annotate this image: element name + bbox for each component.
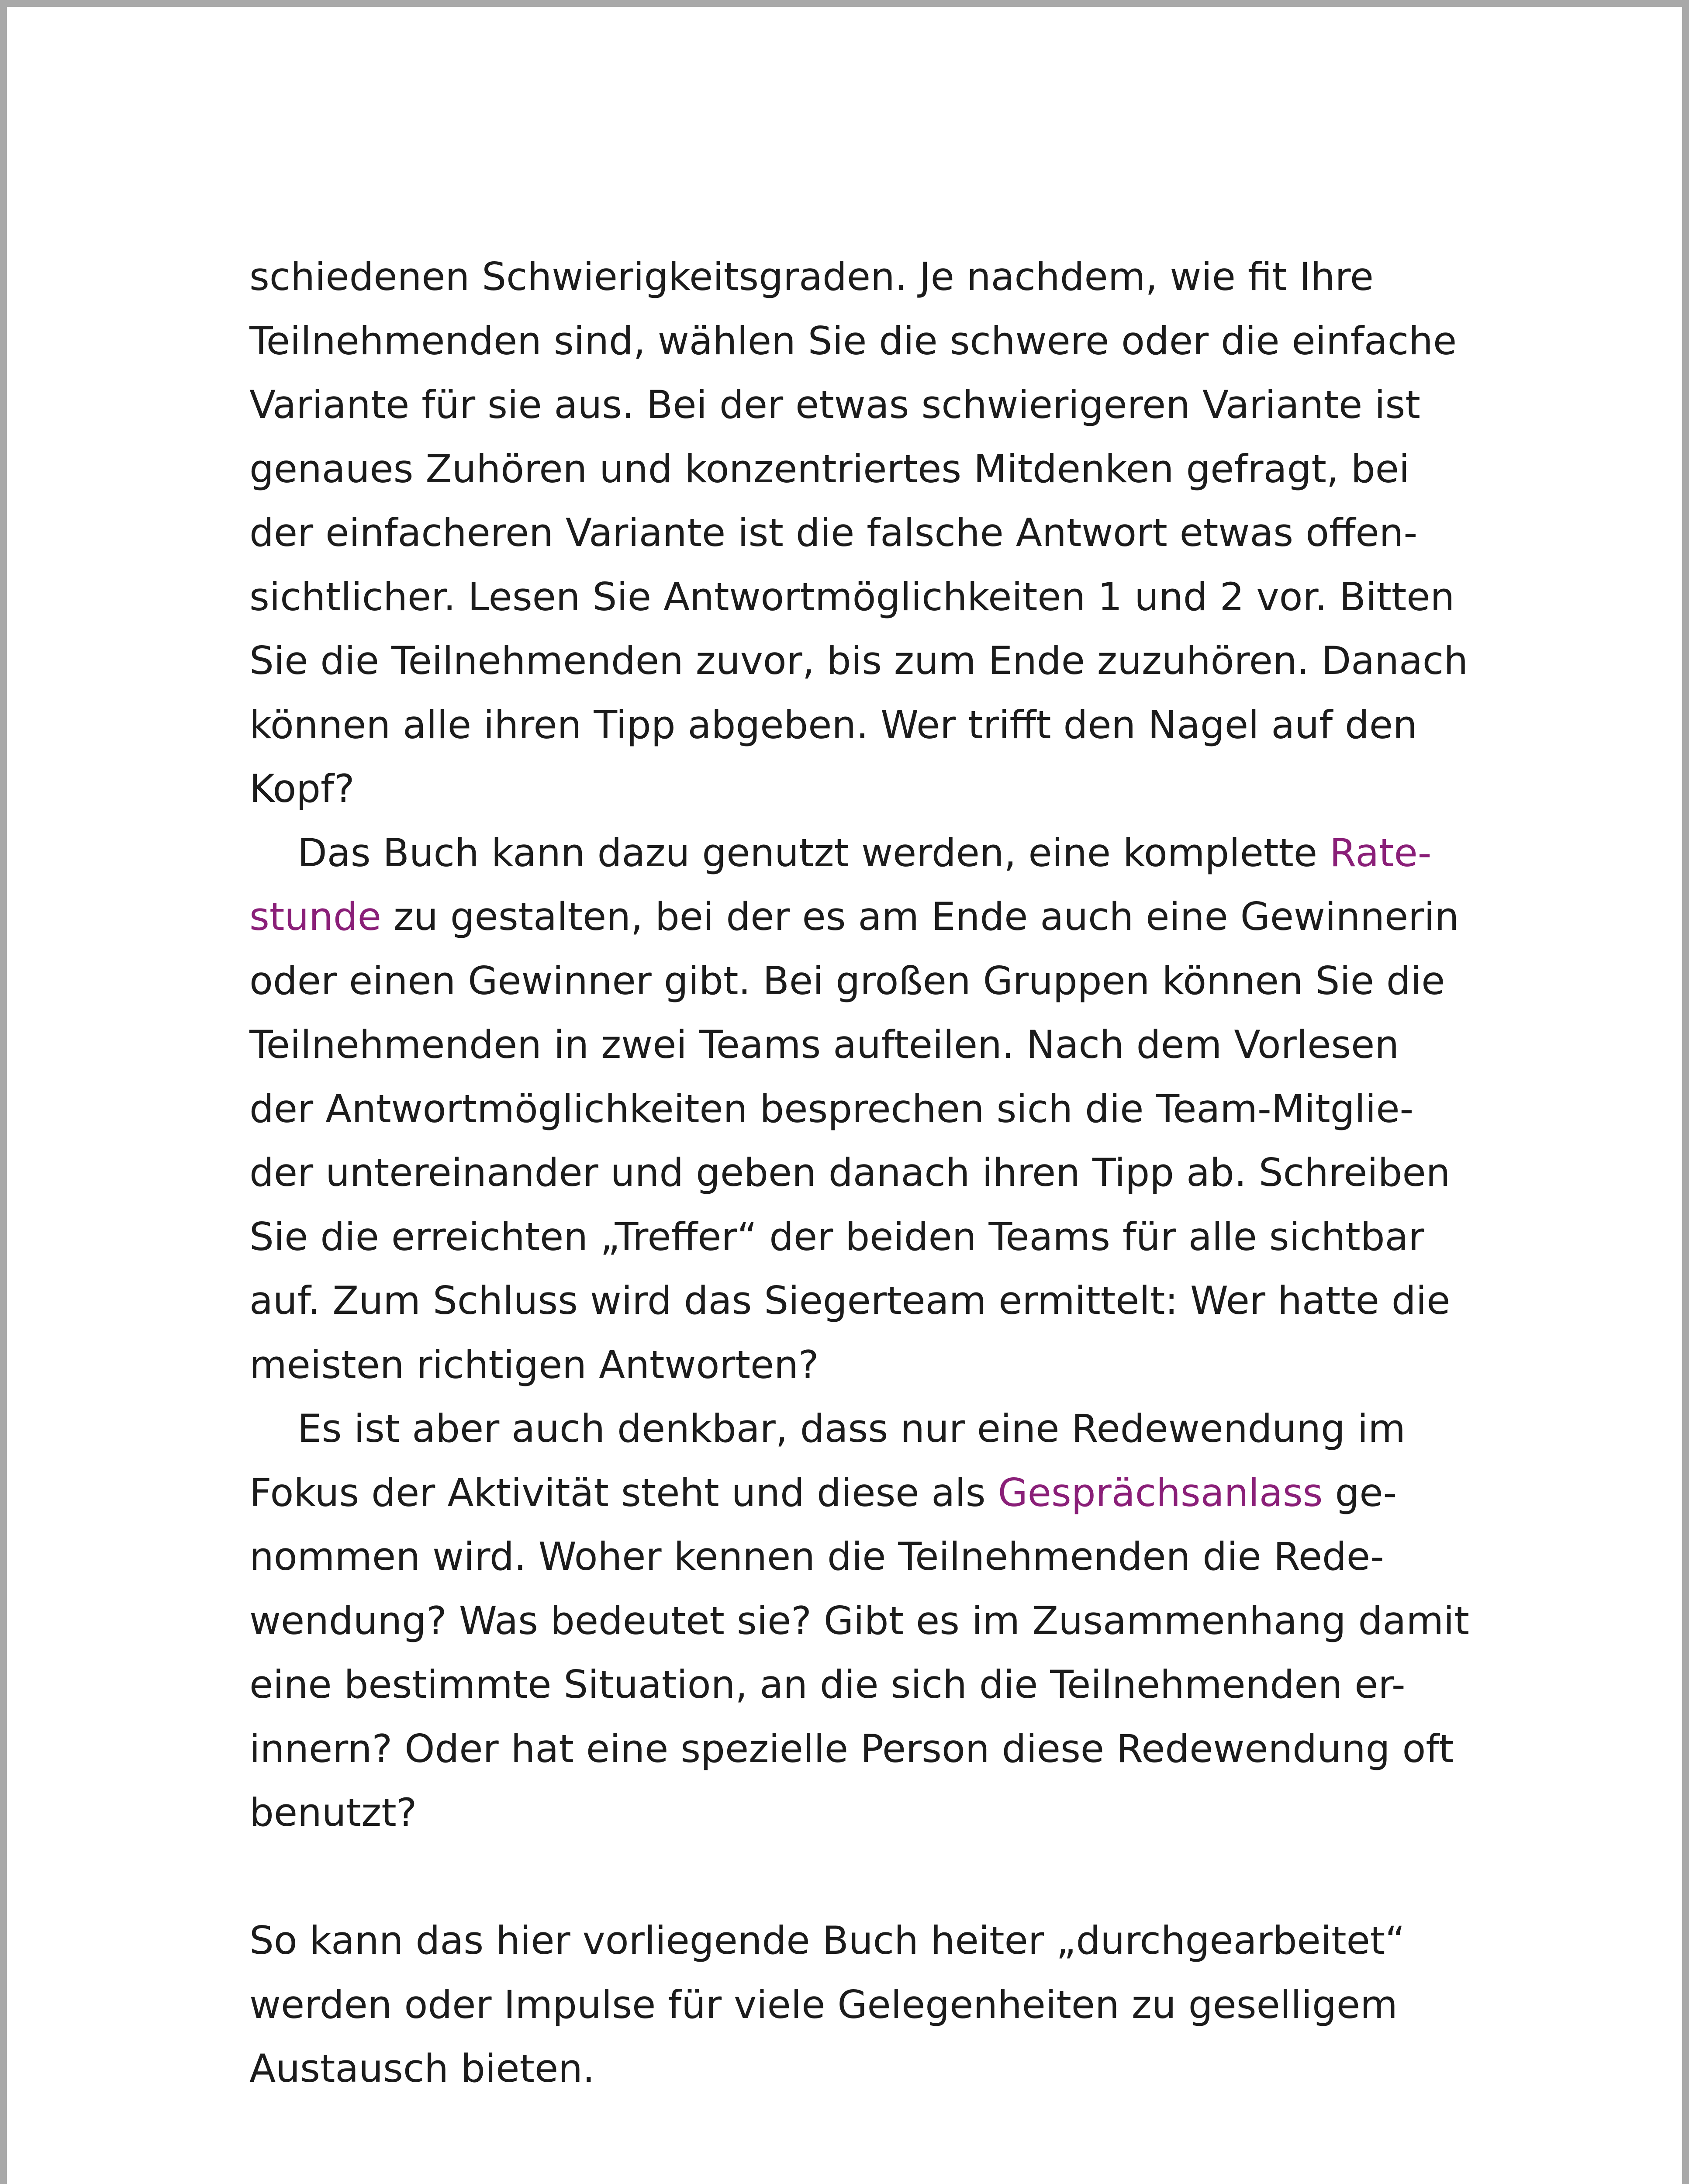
text-run: zu gestalten, bei der es am Ende auch eine Gewinnerin [381,894,1459,939]
text-run: Fokus der Aktivität steht und diese als [249,1470,998,1515]
paragraph-1 [249,245,1472,821]
text-line [249,885,1472,949]
text-line: Sie die Teilnehmenden zuvor, bis zum Ende zuzuhören. Danach [249,638,1468,683]
text-line: können alle ihren Tipp abgeben. Wer trifft den Nagel auf den [249,702,1417,747]
text-line: Es ist aber auch denkbar, dass nur eine Redewendung im [297,1406,1406,1451]
text-line: schiedenen Schwierigkeitsgraden. Je nachdem, wie fit Ihre [249,254,1374,299]
paragraph-3 [249,1397,1472,1845]
ratestunde-link[interactable]: Rate- [1329,830,1432,875]
text-line: eine bestimmte Situation, an die sich die Teilnehmenden er- [249,1662,1406,1707]
text-line: Sie die erreichten „Treffer“ der beiden Teams für alle sichtbar [249,1214,1424,1259]
text-line: So kann das hier vorliegende Buch heiter „durchgearbeitet“ [249,1918,1405,1963]
text-line: Teilnehmenden sind, wählen Sie die schwere oder die einfache [249,318,1457,363]
text-line: Variante für sie aus. Bei der etwas schwierigeren Variante ist [249,382,1420,427]
text-line [249,821,1472,885]
text-line: oder einen Gewinner gibt. Bei großen Gruppen können Sie die [249,958,1445,1003]
paragraph-spacer [249,1845,1472,1909]
text-line: innern? Oder hat eine spezielle Person diese Redewendung oft [249,1726,1454,1771]
text-run: Das Buch kann dazu genutzt werden, eine komplette [297,830,1330,875]
text-run: ge- [1323,1470,1397,1515]
text-line [249,1461,1472,1525]
text-line: Kopf? [249,766,355,811]
text-line: der Antwortmöglichkeiten besprechen sich die Team-Mitglie- [249,1086,1414,1131]
text-line: Teilnehmenden in zwei Teams aufteilen. Nach dem Vorlesen [249,1022,1399,1067]
ratestunde-link[interactable]: stunde [249,894,381,939]
text-line: der untereinander und geben danach ihren Tipp ab. Schreiben [249,1150,1451,1195]
text-line: wendung? Was bedeutet sie? Gibt es im Zusammenhang damit [249,1598,1470,1643]
text-line: genaues Zuhören und konzentriertes Mitdenken gefragt, bei [249,446,1410,491]
paragraph-4 [249,1909,1472,2101]
text-line: sichtlicher. Lesen Sie Antwortmöglichkeiten 1 und 2 vor. Bitten [249,574,1455,619]
text-line: der einfacheren Variante ist die falsche Antwort etwas offen- [249,510,1418,555]
gespraechsanlass-link[interactable]: Gesprächsanlass [998,1470,1323,1515]
text-line: nommen wird. Woher kennen die Teilnehmenden die Rede- [249,1534,1384,1579]
paragraph-2 [249,821,1472,1397]
text-line: auf. Zum Schluss wird das Siegerteam ermittelt: Wer hatte die [249,1278,1451,1323]
body-text [249,245,1472,2101]
text-line: meisten richtigen Antworten? [249,1342,819,1387]
text-line: Austausch bieten. [249,2046,595,2091]
text-line: benutzt? [249,1790,417,1835]
text-line: werden oder Impulse für viele Gelegenheiten zu geselligem [249,1982,1398,2027]
